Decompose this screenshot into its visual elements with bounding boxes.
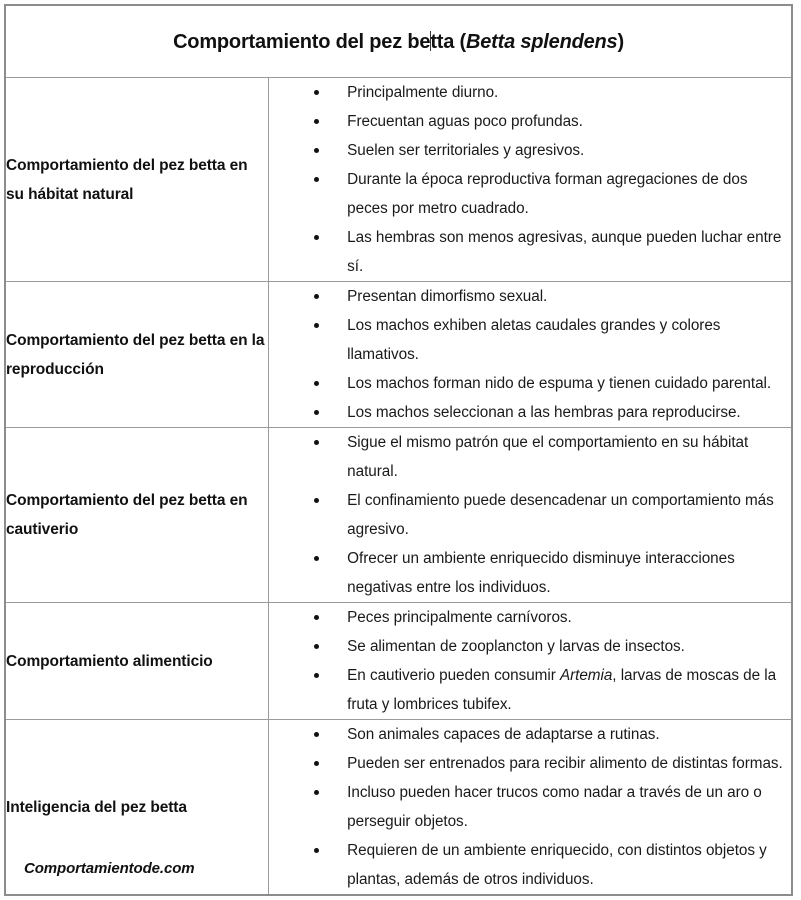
bullet-list (269, 720, 791, 894)
title-scientific-name: Betta splendens (465, 30, 618, 53)
list-item: Pueden ser entrenados para recibir alimento de distintas formas. (269, 749, 791, 778)
list-item: Peces principalmente carnívoros. (269, 603, 791, 632)
footer-source: Comportamientode.com (24, 860, 195, 877)
table-row (5, 428, 792, 603)
row-content-cell-cautiverio (269, 428, 792, 603)
list-item: Ofrecer un ambiente enriquecido disminuye interacciones negativas entre los individuos. (269, 544, 791, 602)
behavior-table (4, 4, 793, 896)
table-title-row (5, 5, 792, 78)
list-item: Son animales capaces de adaptarse a rutinas. (269, 720, 791, 749)
list-item: Los machos seleccionan a las hembras para reproducirse. (269, 398, 791, 427)
list-item-text-pre: En cautiverio pueden consumir (347, 667, 560, 684)
table-row (5, 603, 792, 720)
list-item: Principalmente diurno. (269, 78, 791, 107)
list-item: Durante la época reproductiva forman agregaciones de dos peces por metro cuadrado. (269, 165, 791, 223)
title-close-paren: ) (617, 30, 624, 53)
list-item: Suelen ser territoriales y agresivos. (269, 136, 791, 165)
page-title (173, 31, 624, 53)
bullet-list (269, 428, 791, 602)
list-item: Los machos exhiben aletas caudales grandes y colores llamativos. (269, 311, 791, 369)
bullet-list (269, 603, 791, 719)
list-item: Incluso pueden hacer trucos como nadar a través de un aro o perseguir objetos. (269, 778, 791, 836)
document-title-cell (5, 5, 792, 78)
list-item: Las hembras son menos agresivas, aunque pueden luchar entre sí. (269, 223, 791, 281)
row-content-cell-inteligencia (269, 720, 792, 896)
row-content-cell-reproduccion (269, 282, 792, 428)
row-label-cell-alimenticio (5, 603, 269, 720)
list-item-italic-term: Artemia (559, 667, 613, 684)
row-label-cell-reproduccion (5, 282, 269, 428)
title-prefix: Comportamiento del pez be (173, 30, 431, 53)
list-item (269, 661, 791, 719)
row-content-cell-alimenticio (269, 603, 792, 720)
list-item: Requieren de un ambiente enriquecido, con distintos objetos y plantas, además de otros individuos. (269, 836, 791, 894)
list-item: Sigue el mismo patrón que el comportamiento en su hábitat natural. (269, 428, 791, 486)
bullet-list (269, 78, 791, 281)
table-body (5, 5, 792, 895)
bullet-list (269, 282, 791, 427)
list-item-text-post: , larvas de moscas de la fruta y lombrices tubifex. (347, 667, 777, 713)
row-label: Inteligencia del pez betta (6, 798, 187, 816)
row-label: Comportamiento del pez betta en cautiverio (6, 492, 248, 538)
list-item: El confinamiento puede desencadenar un comportamiento más agresivo. (269, 486, 791, 544)
list-item: Se alimentan de zooplancton y larvas de insectos. (269, 632, 791, 661)
row-content-cell-habitat (269, 78, 792, 282)
row-label-cell-habitat (5, 78, 269, 282)
row-label: Comportamiento del pez betta en su hábitat natural (6, 156, 248, 203)
table-row (5, 282, 792, 428)
row-label: Comportamiento alimenticio (6, 652, 213, 670)
title-suffix: tta ( (430, 30, 466, 53)
table-row (5, 78, 792, 282)
list-item: Presentan dimorfismo sexual. (269, 282, 791, 311)
row-label-cell-cautiverio (5, 428, 269, 603)
list-item: Los machos forman nido de espuma y tienen cuidado parental. (269, 369, 791, 398)
row-label: Comportamiento del pez betta en la reproducción (6, 331, 265, 378)
list-item: Frecuentan aguas poco profundas. (269, 107, 791, 136)
